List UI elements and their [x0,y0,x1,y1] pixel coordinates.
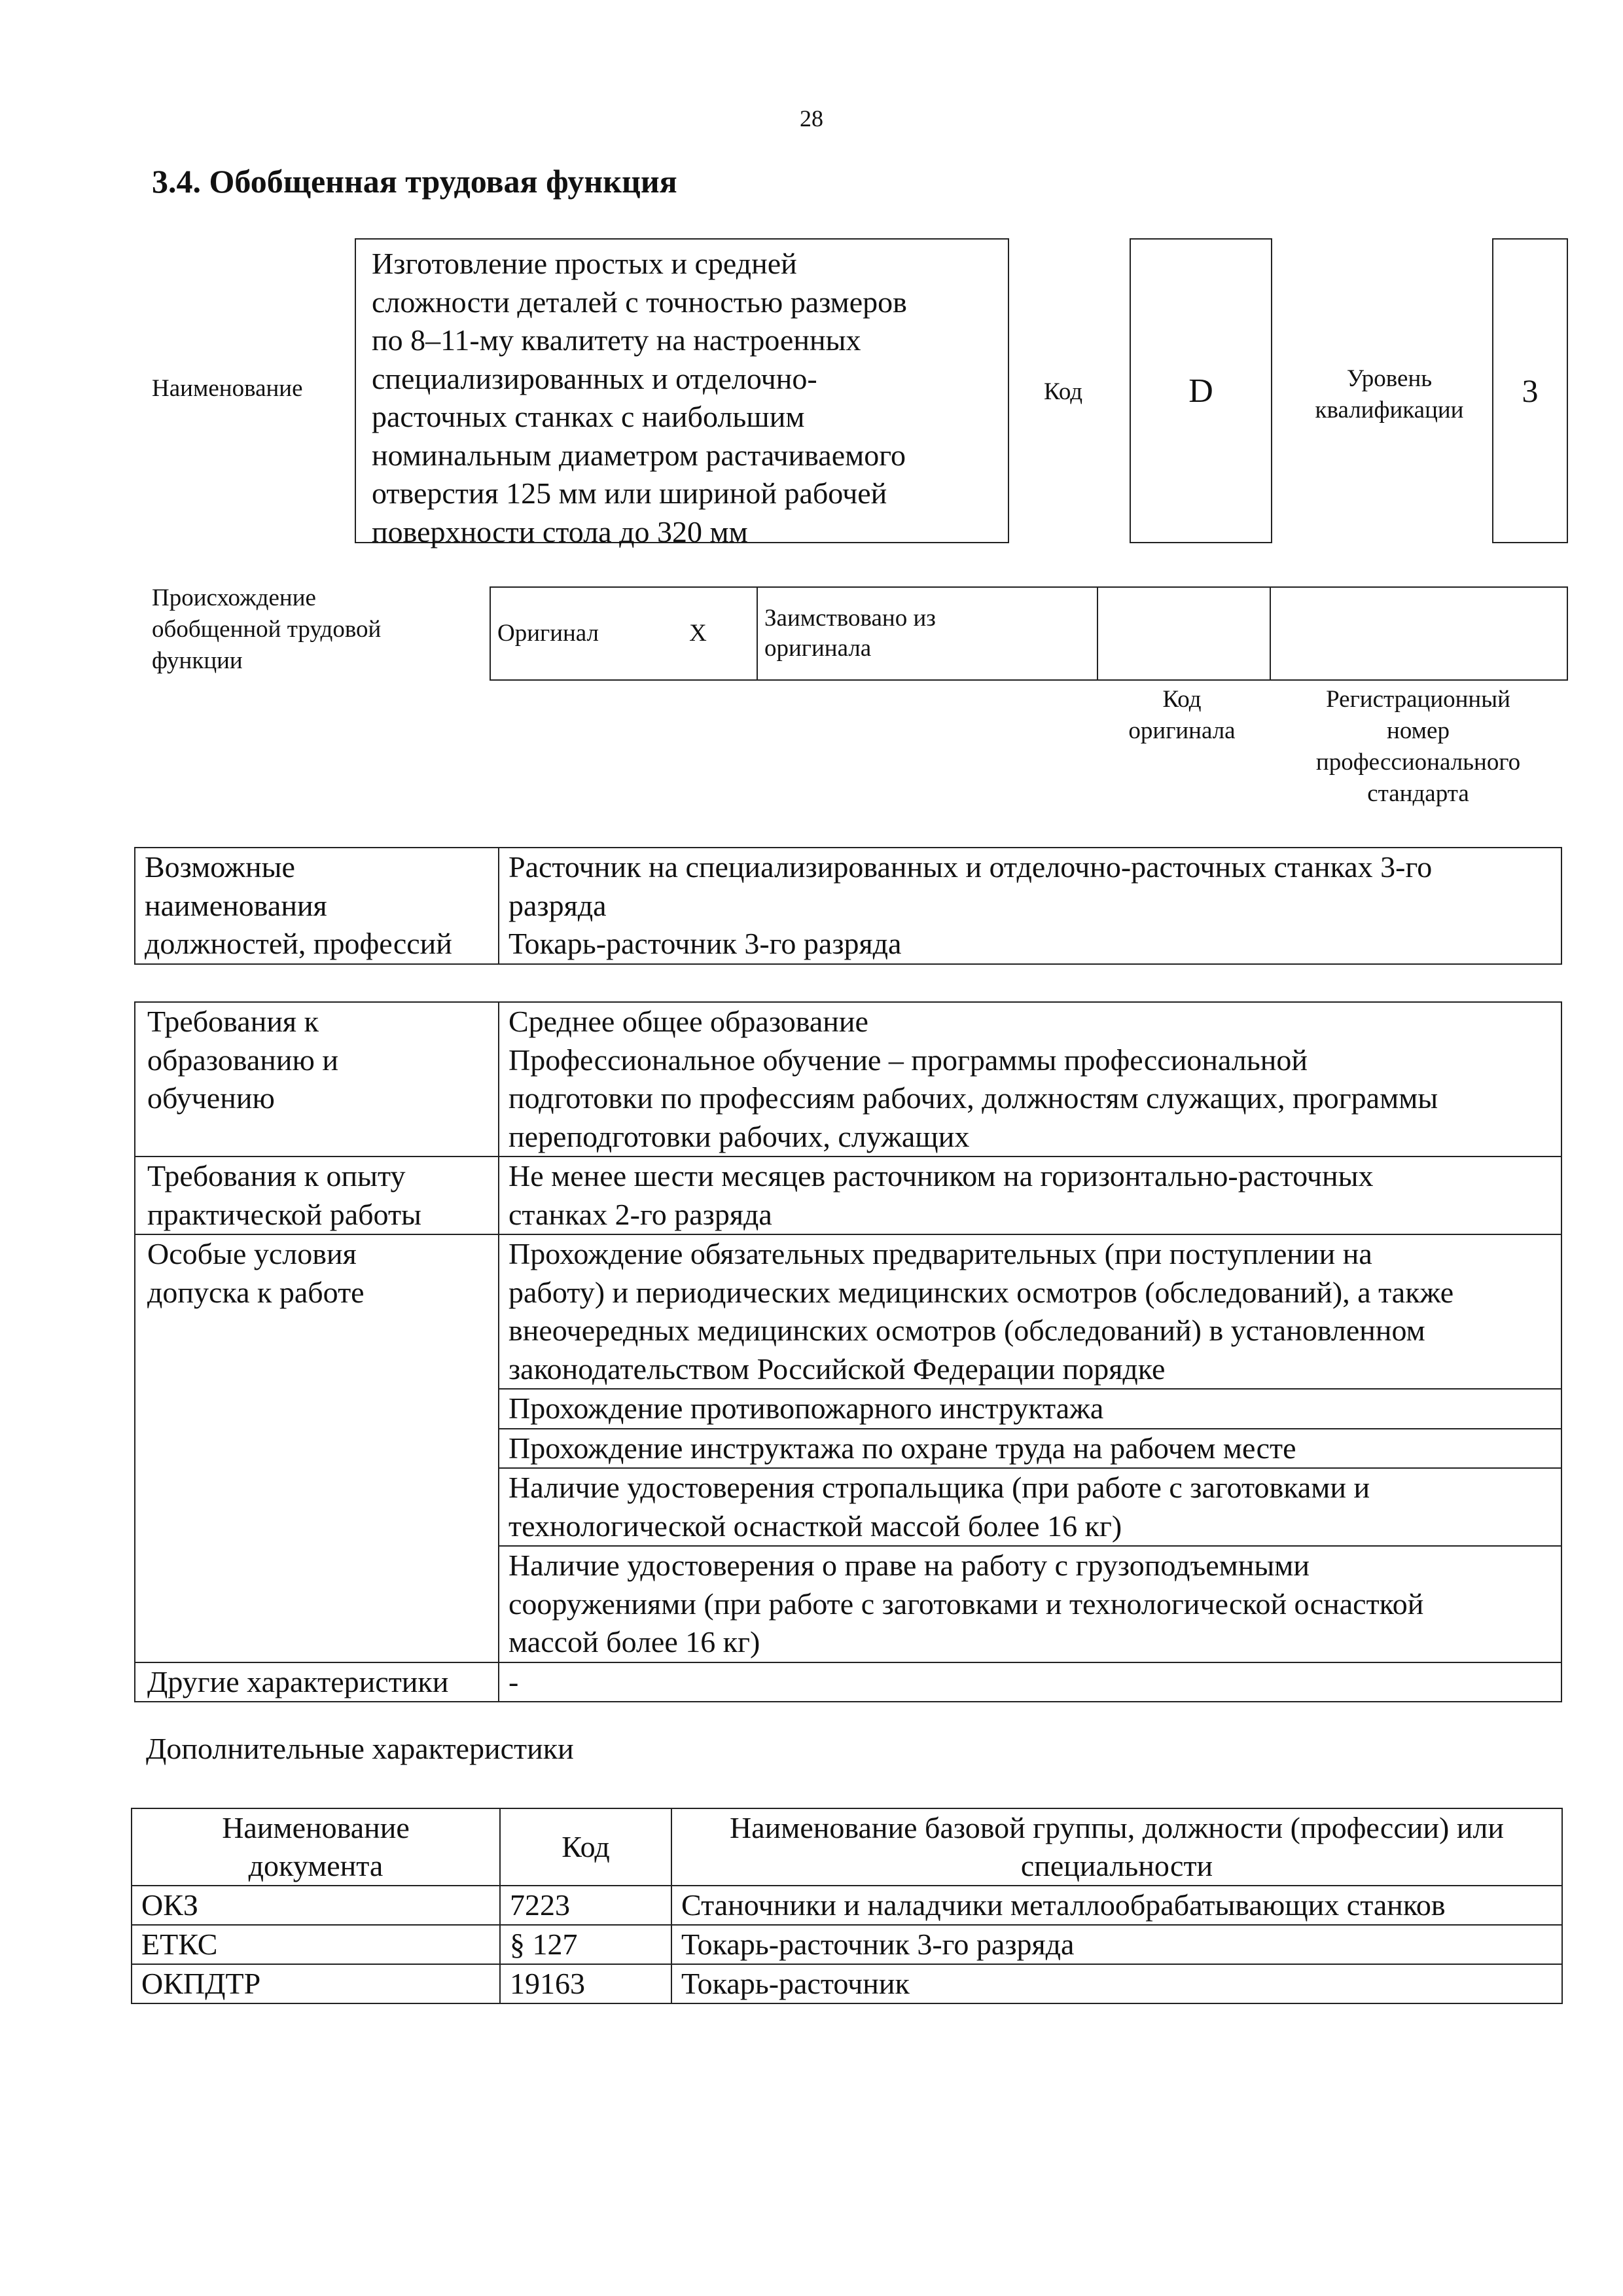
code-value: D [1130,238,1272,543]
origin-code-cell [1097,587,1270,680]
special-condition-line: сооружениями (при работе с заготовками и технологической оснасткой [508,1587,1424,1621]
row-name: Токарь-расточник [671,1964,1562,2003]
special-condition-line: работу) и периодических медицинских осмотров (обследований), а также [508,1275,1454,1309]
experience-row [135,1157,1561,1234]
special-condition-line: Наличие удостоверения стропальщика (при работе с заготовками и [508,1471,1370,1504]
special-conditions-row [135,1234,1561,1389]
special-condition-line: Прохождение обязательных предварительных (при поступлении на [508,1237,1372,1270]
reg-number-caption-line: номер [1387,717,1450,744]
reg-number-caption-line: профессионального [1315,749,1521,776]
special-condition-item [499,1429,1561,1469]
positions-value-line: разряда [508,888,607,922]
origin-label-line: обобщенной трудовой [152,616,382,643]
function-name-line: по 8–11-му квалитету на настроенных [372,323,861,357]
column-header-line: Наименование базовой группы, должности (профессии) или [729,1811,1505,1844]
education-value-line: Профессиональное обучение – программы профессиональной [508,1043,1308,1077]
table-row [132,1925,1562,1964]
special-condition-item [499,1546,1561,1662]
origin-borrowed-label-line: оригинала [764,635,872,662]
positions-label-line: наименования [145,888,327,922]
special-condition-line: Наличие удостоверения о праве на работу с грузоподъемными [508,1549,1310,1582]
column-header-code: Код [500,1808,671,1886]
experience-value-line: Не менее шести месяцев расточником на горизонтально-расточных [508,1159,1374,1193]
origin-original-mark: X [639,587,757,680]
function-name-line: сложности деталей с точностью размеров [372,285,907,319]
qualification-level-label-line: Уровень [1346,365,1433,392]
row-code: § 127 [500,1925,671,1964]
positions-label-line: должностей, профессий [145,927,452,960]
experience-label-line: Требования к опыту [147,1159,406,1193]
special-condition-line: законодательством Российской Федерации порядке [508,1352,1166,1386]
other-characteristics-row [135,1662,1561,1702]
table-row [132,1886,1562,1925]
positions-value [499,848,1561,964]
special-condition-item [499,1468,1561,1546]
education-value [499,1002,1561,1157]
origin-reg-number-cell [1270,587,1567,680]
requirements-table [134,1001,1562,1702]
other-characteristics-label: Другие характеристики [135,1662,499,1702]
special-conditions-label-line: допуска к работе [147,1275,365,1309]
origin-borrowed-label-line: Заимствовано из [764,605,936,632]
origin-label-line: функции [152,647,243,674]
row-document: ОКЗ [132,1886,500,1925]
function-name-line: поверхности стола до 320 мм [372,514,748,548]
special-condition-line: технологической оснасткой массой более 16 кг) [508,1509,1122,1543]
row-name: Станочники и наладчики металлообрабатывающих станков [671,1886,1562,1925]
function-name-line: отверстия 125 мм или шириной рабочей [372,476,887,510]
code-label: Код [1044,378,1083,405]
education-label-line: обучению [147,1081,275,1115]
qualification-level-value: 3 [1492,238,1568,543]
reg-number-caption-line: Регистрационный [1326,686,1510,713]
column-header-group [671,1808,1562,1886]
page-number: 28 [800,105,823,132]
education-value-line: подготовки по профессиям рабочих, должностям служащих, программы [508,1081,1438,1115]
education-label-line: Требования к [147,1005,319,1038]
education-row [135,1002,1561,1157]
additional-characteristics-title: Дополнительные характеристики [146,1732,574,1765]
reg-number-caption [1270,684,1567,810]
education-value-line: Среднее общее образование [508,1005,868,1038]
positions-value-line: Расточник на специализированных и отделочно-расточных станках 3-го [508,850,1433,884]
function-name-line: номинальным диаметром растачиваемого [372,438,906,472]
function-name-line: специализированных и отделочно- [372,361,817,395]
function-name-line: расточных станках с наибольшим [372,400,805,433]
special-condition-line: Прохождение противопожарного инструктажа [508,1391,1104,1425]
experience-label-line: практической работы [147,1197,421,1231]
row-name: Токарь-расточник 3-го разряда [671,1925,1562,1964]
column-header-line: документа [248,1849,383,1882]
row-code: 19163 [500,1964,671,2003]
origin-row [490,587,1567,680]
row-document: ОКПДТР [132,1964,500,2003]
reg-number-caption-line: стандарта [1367,780,1469,807]
positions-table [134,847,1562,965]
experience-value [499,1157,1561,1234]
special-condition-line: Прохождение инструктажа по охране труда на рабочем месте [508,1431,1296,1465]
qualification-level-label [1293,363,1486,426]
original-code-caption-line: оригинала [1128,717,1236,744]
origin-label-line: Происхождение [152,584,316,611]
column-header-document [132,1808,500,1886]
original-code-caption-line: Код [1162,686,1202,713]
special-condition-item [499,1389,1561,1429]
positions-label-line: Возможные [145,850,295,884]
positions-row [135,848,1561,964]
special-conditions-label-line: Особые условия [147,1237,357,1270]
other-characteristics-value: - [499,1662,1561,1702]
experience-value-line: станках 2-го разряда [508,1197,772,1231]
row-code: 7223 [500,1886,671,1925]
original-code-caption [1096,684,1268,747]
origin-original-label: Оригинал [490,587,639,680]
education-value-line: переподготовки рабочих, служащих [508,1119,970,1153]
additional-characteristics-table [131,1808,1563,2004]
column-header-line: Наименование [222,1811,410,1844]
special-condition-line: массой более 16 кг) [508,1625,760,1659]
experience-label [135,1157,499,1234]
education-label-line: образованию и [147,1043,338,1077]
special-condition-item [499,1234,1561,1389]
section-title: 3.4. Обобщенная трудовая функция [152,163,677,200]
special-conditions-label [135,1234,499,1662]
column-header-line: специальности [1020,1849,1213,1882]
origin-table [490,586,1568,681]
origin-label [152,583,381,677]
positions-label [135,848,499,964]
positions-value-line: Токарь-расточник 3-го разряда [508,927,902,960]
education-label [135,1002,499,1157]
qualification-level-label-line: квалификации [1315,397,1464,423]
row-document: ЕТКС [132,1925,500,1964]
special-condition-line: внеочередных медицинских осмотров (обследований) в установленном [508,1314,1425,1347]
table-header-row [132,1808,1562,1886]
function-name-line: Изготовление простых и средней [372,247,797,280]
name-label: Наименование [152,375,303,402]
origin-borrowed-label [757,587,1097,680]
table-row [132,1964,1562,2003]
function-name-box [355,238,1009,548]
